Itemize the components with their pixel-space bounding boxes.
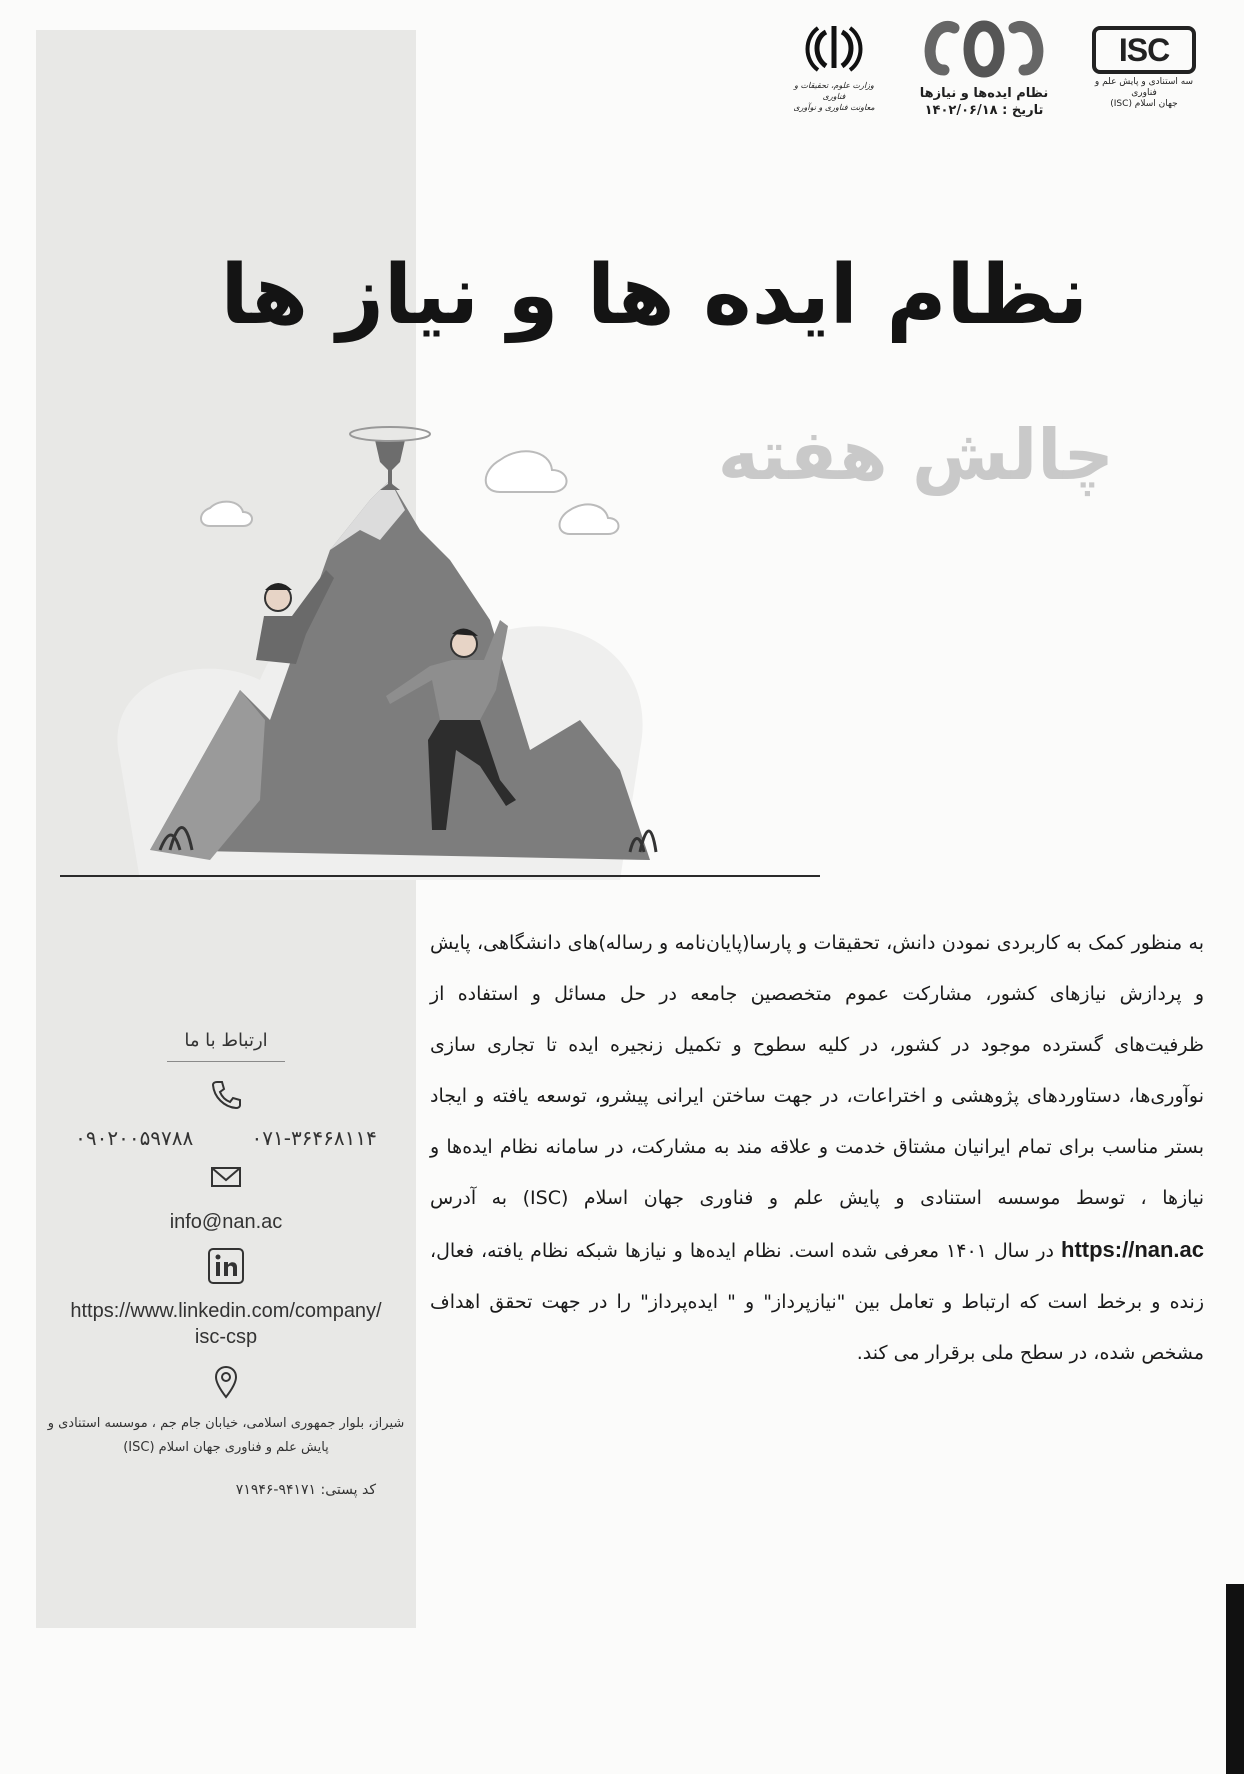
page-title: نظام ایده ها و نیاز ها — [220, 248, 1088, 343]
ministry-logo — [784, 22, 884, 113]
speech-bubble-icon — [201, 502, 252, 526]
iran-emblem-icon — [804, 22, 864, 72]
cloud-icon — [486, 451, 567, 492]
header-logos — [784, 18, 1204, 148]
postal-address: شیراز، بلوار جمهوری اسلامی، خیابان جام جم ، موسسه استنادی و پایش علم و فناوری جهان اسلام (ISC) — [47, 1416, 405, 1455]
article-paragraph: به منظور کمک به کاربردی نمودن دانش، تحقیقات و پارسا(پایان‌نامه و رساله)های دانشگاهی، پایش و پردازش نیازهای کشور، مشارکت عموم متخصصین جامعه در حل مسائل و استفاده از ظرفیت‌های گسترده موجود در کشور، در کلیه سطوح و تکمیل زنجیره ایده تا تجاری سازی نوآوری‌ها، دستاوردهای پژوهشی و اختراعات، در جهت ساختن ایرانی پیشرو، توسعه یافته و ایجاد بستر مناسب برای تمام ایرانیان مشتاق خدمت و علاقه مند به مشارکت، در سامانه نظام ایده‌ها و نیازها ، توسط موسسه استنادی و پایش علم و فناوری جهان اسلام (ISC) به آدرس https://nan.ac در سال ۱۴۰۱ معرفی شده است. نظام ایده‌ها و نیازها شبکه نظام یافته، فعال، زنده و برخط است که ارتباط و تعامل بین "نیازپرداز" و " ایده‌پرداز" را در جهت تحقق اهداف مشخص شده، در سطح ملی برقرار می کند. — [430, 932, 1205, 1364]
contact-divider — [167, 1061, 285, 1062]
page-subtitle: چالش هفته — [717, 414, 1114, 496]
postal-code: کد پستی: ۹۴۱۷۱-۷۱۹۴۶ — [235, 1482, 376, 1498]
linkedin-link[interactable]: https://www.linkedin.com/company/ isc-csp — [70, 1300, 382, 1348]
mail-icon — [36, 1162, 416, 1202]
document-date: تاریخ : ۱۴۰۲/۰۶/۱۸ — [924, 103, 1044, 118]
phone-icon — [36, 1076, 416, 1116]
ministry-caption: وزارت علوم، تحقیقات و فناوری معاونت فناوری و نوآوری — [793, 81, 875, 112]
email-link[interactable]: info@nan.ac — [169, 1211, 283, 1233]
nan-logo-mark-icon — [924, 18, 1044, 80]
mountain-climbers-illustration — [60, 420, 820, 880]
cloud-icon — [560, 504, 619, 534]
mobile-number[interactable]: ۰۹۰۲۰۰۵۹۷۸۸ — [75, 1126, 194, 1150]
contact-section — [36, 1030, 416, 1498]
article-body — [430, 918, 1204, 1379]
office-phone-number[interactable]: ۰۷۱-۳۶۴۶۸۱۱۴ — [251, 1126, 377, 1150]
website-link[interactable]: https://nan.ac — [1061, 1237, 1205, 1262]
isc-logo — [1084, 26, 1204, 110]
phone-numbers — [36, 1128, 416, 1148]
trophy-icon — [375, 440, 405, 490]
contact-title: ارتباط با ما — [184, 1030, 268, 1051]
location-pin-icon — [36, 1364, 416, 1404]
isc-logo-caption: سه استنادی و پایش علم و فناوری جهان اسلام (ISC) — [1094, 77, 1194, 109]
nan-logo-title: نظام ایده‌ها و نیازها — [919, 86, 1049, 101]
linkedin-icon — [36, 1246, 416, 1286]
scan-edge-artifact — [1226, 1584, 1244, 1774]
nan-logo — [914, 18, 1054, 118]
isc-logo-mark: ISC — [1092, 26, 1196, 74]
